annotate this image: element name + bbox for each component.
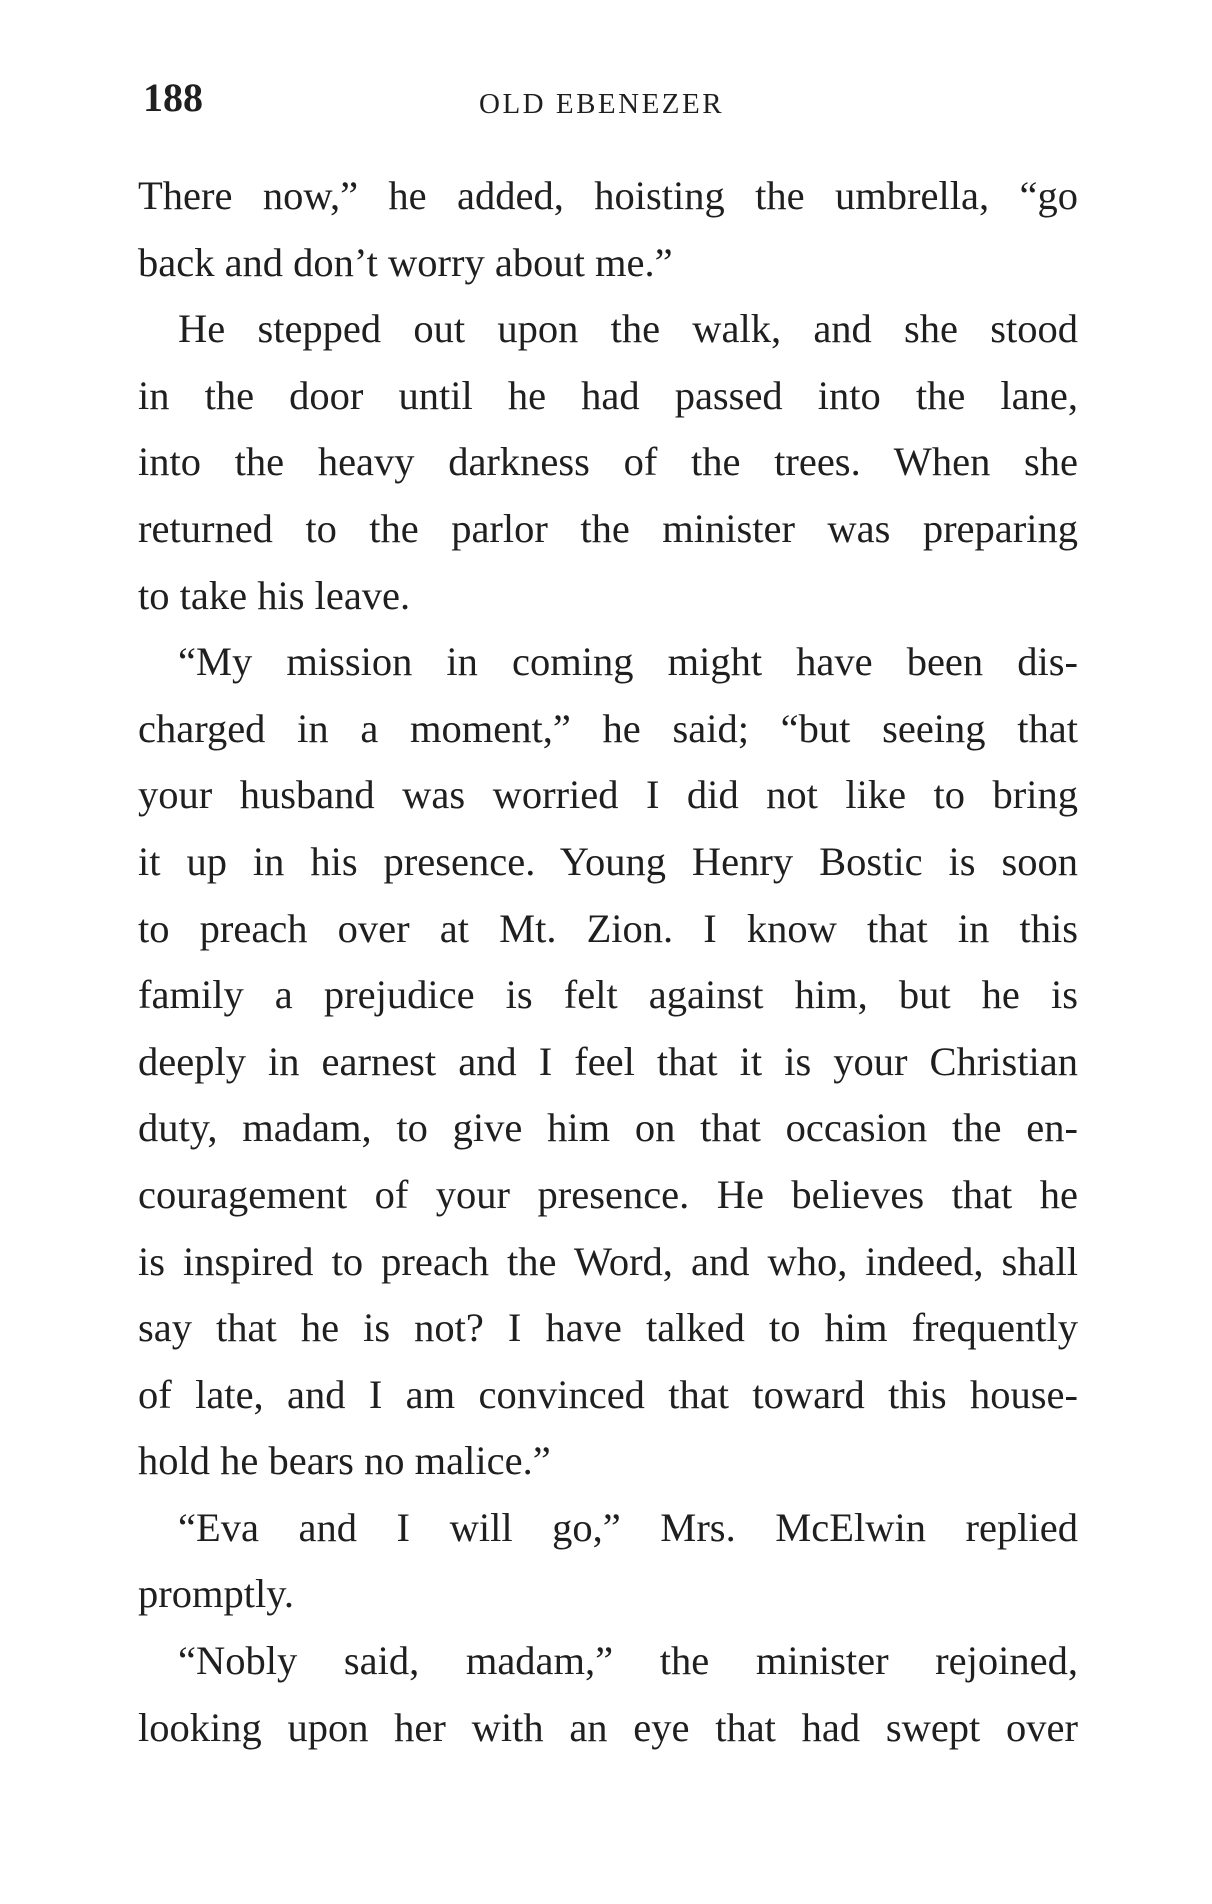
text-line: He stepped out upon the walk, and she stood: [178, 306, 1078, 352]
text-line: hold he bears no malice.”: [138, 1438, 551, 1484]
text-line: “My mission in coming might have been dis-: [178, 639, 1078, 685]
text-line: promptly.: [138, 1571, 294, 1617]
text-line: “Nobly said, madam,” the minister rejoined,: [178, 1638, 1078, 1684]
text-line: deeply in earnest and I feel that it is your Christian: [138, 1038, 1078, 1084]
text-line: looking upon her with an eye that had swept over: [138, 1704, 1078, 1750]
text-line: it up in his presence. Young Henry Bostic is soon: [138, 838, 1078, 884]
text-line: charged in a moment,” he said; “but seeing that: [138, 705, 1078, 751]
text-line: back and don’t worry about me.”: [138, 239, 673, 285]
body-text: [138, 163, 1078, 1761]
running-head: [143, 72, 1083, 122]
text-line: returned to the parlor the minister was preparing: [138, 505, 1078, 551]
text-line: to preach over at Mt. Zion. I know that in this: [138, 905, 1078, 951]
text-line: in the door until he had passed into the lane,: [138, 372, 1078, 418]
text-line: There now,” he added, hoisting the umbrella, “go: [138, 173, 1078, 218]
text-line: to take his leave.: [138, 572, 411, 618]
text-line: duty, madam, to give him on that occasion the en-: [138, 1105, 1078, 1151]
text-line: “Eva and I will go,” Mrs. McElwin replied: [178, 1504, 1078, 1550]
text-line: into the heavy darkness of the trees. When she: [138, 439, 1078, 485]
page-number: 188: [143, 75, 203, 120]
text-line: say that he is not? I have talked to him frequently: [138, 1305, 1078, 1351]
text-line: of late, and I am convinced that toward this house-: [138, 1371, 1078, 1417]
text-line: couragement of your presence. He believes that he: [138, 1171, 1078, 1217]
text-line: your husband was worried I did not like to bring: [138, 772, 1078, 818]
text-line: family a prejudice is felt against him, but he is: [138, 972, 1078, 1018]
text-line: is inspired to preach the Word, and who, indeed, shall: [138, 1238, 1078, 1284]
running-title: OLD EBENEZER: [479, 88, 725, 120]
